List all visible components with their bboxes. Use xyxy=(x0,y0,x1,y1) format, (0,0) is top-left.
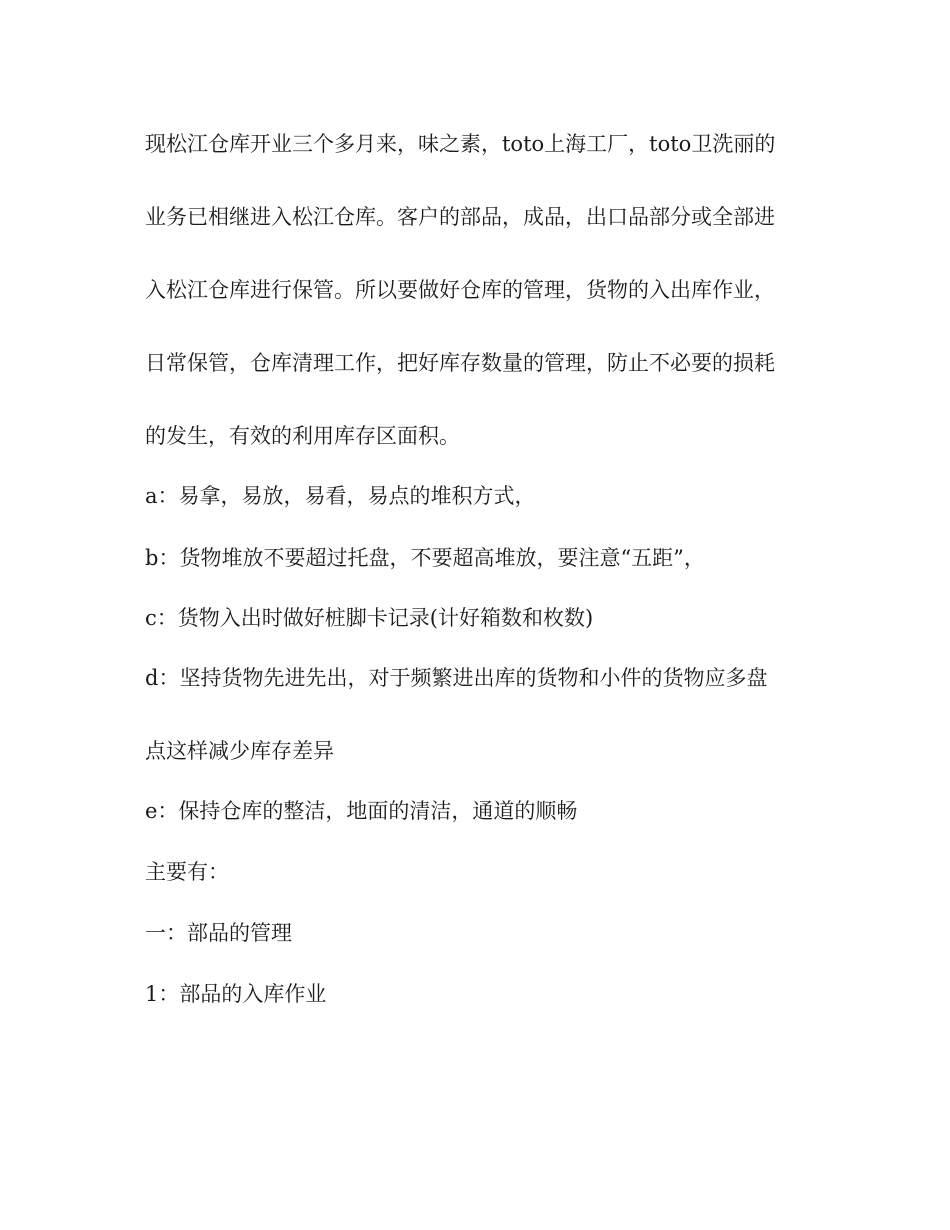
list-item-c: c：货物入出时做好桩脚卡记录(计好箱数和枚数) xyxy=(145,606,594,630)
paragraph-line: 入松江仓库进行保管。所以要做好仓库的管理，货物的入出库作业， xyxy=(145,278,775,302)
paragraph-line: 业务已相继进入松江仓库。客户的部品，成品，出口品部分或全部进 xyxy=(145,205,775,229)
list-item-a: a：易拿，易放，易看，易点的堆积方式， xyxy=(145,484,536,508)
list-item-d: d：坚持货物先进先出，对于频繁进出库的货物和小件的货物应多盘 xyxy=(145,666,768,690)
subsection-heading: 1：部品的入库作业 xyxy=(145,982,327,1006)
section-heading: 一：部品的管理 xyxy=(145,921,292,945)
list-item-d-continued: 点这样减少库存差异 xyxy=(145,739,334,763)
list-item-b: b：货物堆放不要超过托盘，不要超高堆放，要注意“五距”， xyxy=(145,546,705,570)
paragraph-line: 现松江仓库开业三个多月来，味之素，toto上海工厂，toto卫洗丽的 xyxy=(145,132,776,156)
paragraph-line: 的发生，有效的利用库存区面积。 xyxy=(145,424,460,448)
list-item-e: e：保持仓库的整洁，地面的清洁，通道的顺畅 xyxy=(145,799,578,823)
main-heading: 主要有： xyxy=(145,860,229,884)
paragraph-line: 日常保管，仓库清理工作，把好库存数量的管理，防止不必要的损耗 xyxy=(145,351,775,375)
